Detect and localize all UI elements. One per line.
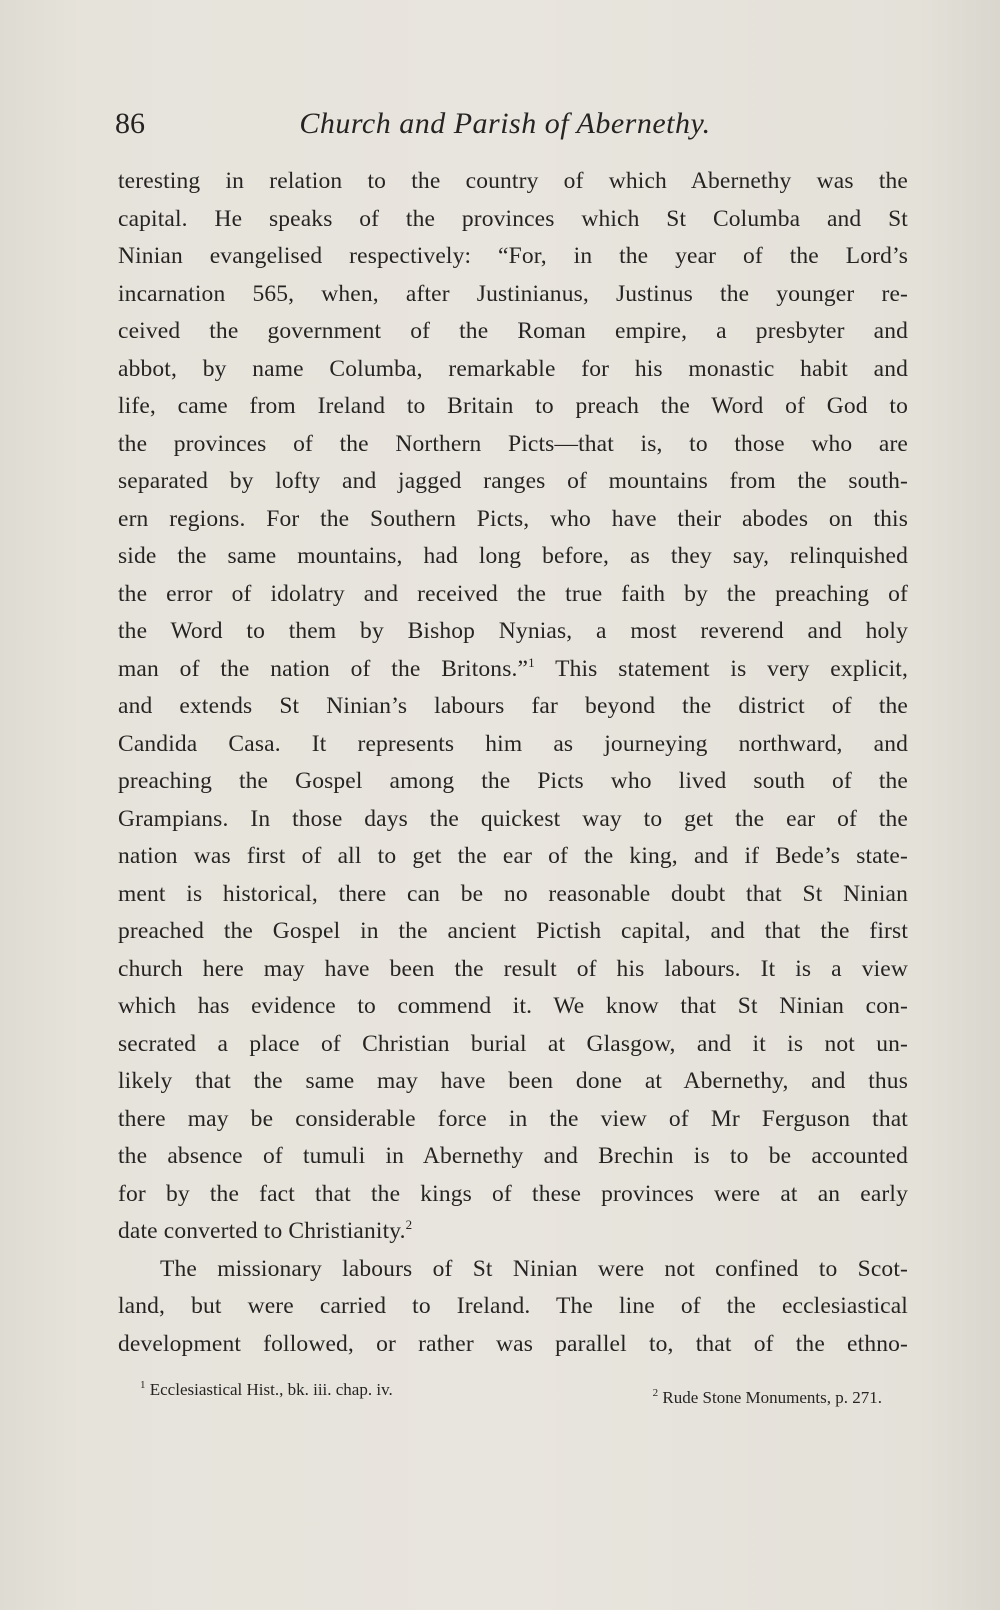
footnote-marker: 2 bbox=[405, 1217, 413, 1232]
text-line: side the same mountains, had long before, as they say, relinquished bbox=[118, 543, 908, 569]
text-line: life, came from Ireland to Britain to preach the Word of God to bbox=[118, 393, 908, 419]
text-line: development followed, or rather was parallel to, that of the ethno- bbox=[118, 1330, 908, 1357]
text-line: for by the fact that the kings of these provinces were at an early bbox=[118, 1180, 908, 1207]
text-line: there may be considerable force in the view of Mr Ferguson that bbox=[118, 1105, 908, 1132]
footnote-2 bbox=[653, 1384, 882, 1412]
body-text bbox=[118, 163, 908, 1363]
footnote-1 bbox=[140, 1376, 393, 1404]
footnote-mark: 1 bbox=[140, 1379, 146, 1391]
text-line: the Word to them by Bishop Nynias, a most reverend and holy bbox=[118, 618, 908, 644]
text-line: and extends St Ninian’s labours far beyond the district of the bbox=[118, 693, 908, 719]
text-line: the error of idolatry and received the true faith by the preaching of bbox=[118, 580, 908, 607]
text-line: which has evidence to commend it. We know that St Ninian con- bbox=[118, 993, 908, 1019]
text-line: the provinces of the Northern Picts—that is, to those who are bbox=[118, 430, 908, 457]
text-line: Candida Casa. It represents him as journeying northward, and bbox=[118, 730, 908, 757]
text-line: ern regions. For the Southern Picts, who have their abodes on this bbox=[118, 505, 908, 532]
text-line: Ninian evangelised respectively: “For, in the year of the Lord’s bbox=[118, 243, 908, 269]
text-line: secrated a place of Christian burial at Glasgow, and it is not un- bbox=[118, 1030, 908, 1057]
footnote-marker: 1 bbox=[528, 654, 535, 670]
text-segment: date converted to Christianity. bbox=[118, 1218, 406, 1244]
text-line-with-footnote bbox=[118, 651, 908, 689]
text-line: land, but were carried to Ireland. The line of the ecclesiastical bbox=[118, 1293, 908, 1319]
text-line: the absence of tumuli in Abernethy and Brechin is to be accounted bbox=[118, 1143, 908, 1169]
text-line: preaching the Gospel among the Picts who lived south of the bbox=[118, 768, 908, 794]
text-line: ceived the government of the Roman empire, a presbyter and bbox=[118, 318, 908, 344]
text-line: church here may have been the result of his labours. It is a view bbox=[118, 955, 908, 982]
text-line: abbot, by name Columba, remarkable for his monastic habit and bbox=[118, 355, 908, 382]
footnote-text: Ecclesiastical Hist., bk. iii. chap. iv. bbox=[149, 1380, 393, 1399]
page-header bbox=[115, 104, 895, 150]
footnotes bbox=[140, 1376, 900, 1406]
text-line: capital. He speaks of the provinces which St Columba and St bbox=[118, 205, 908, 232]
text-line: separated by lofty and jagged ranges of mountains from the south- bbox=[118, 468, 908, 494]
text-segment: This statement is very explicit, bbox=[534, 655, 908, 682]
footnote-text: Rude Stone Monuments, p. 271. bbox=[662, 1388, 882, 1407]
text-line: Grampians. In those days the quickest way to get the ear of the bbox=[118, 805, 908, 832]
text-line: likely that the same may have been done at Abernethy, and thus bbox=[118, 1068, 908, 1094]
text-line: incarnation 565, when, after Justinianus, Justinus the younger re- bbox=[118, 280, 908, 307]
text-line: The missionary labours of St Ninian were not confined to Scot- bbox=[160, 1255, 908, 1282]
text-line: teresting in relation to the country of which Abernethy was the bbox=[118, 168, 908, 194]
text-line: nation was first of all to get the ear of the king, and if Bede’s state- bbox=[118, 843, 908, 869]
text-segment: man of the nation of the Britons.” bbox=[118, 655, 529, 682]
page-number: 86 bbox=[115, 107, 145, 140]
running-title: Church and Parish of Abernethy. bbox=[299, 107, 711, 140]
footnote-mark: 2 bbox=[652, 1387, 659, 1399]
text-line-with-footnote bbox=[118, 1213, 908, 1251]
text-line: ment is historical, there can be no reasonable doubt that St Ninian bbox=[118, 880, 908, 907]
text-line: preached the Gospel in the ancient Pictish capital, and that the first bbox=[118, 918, 908, 944]
